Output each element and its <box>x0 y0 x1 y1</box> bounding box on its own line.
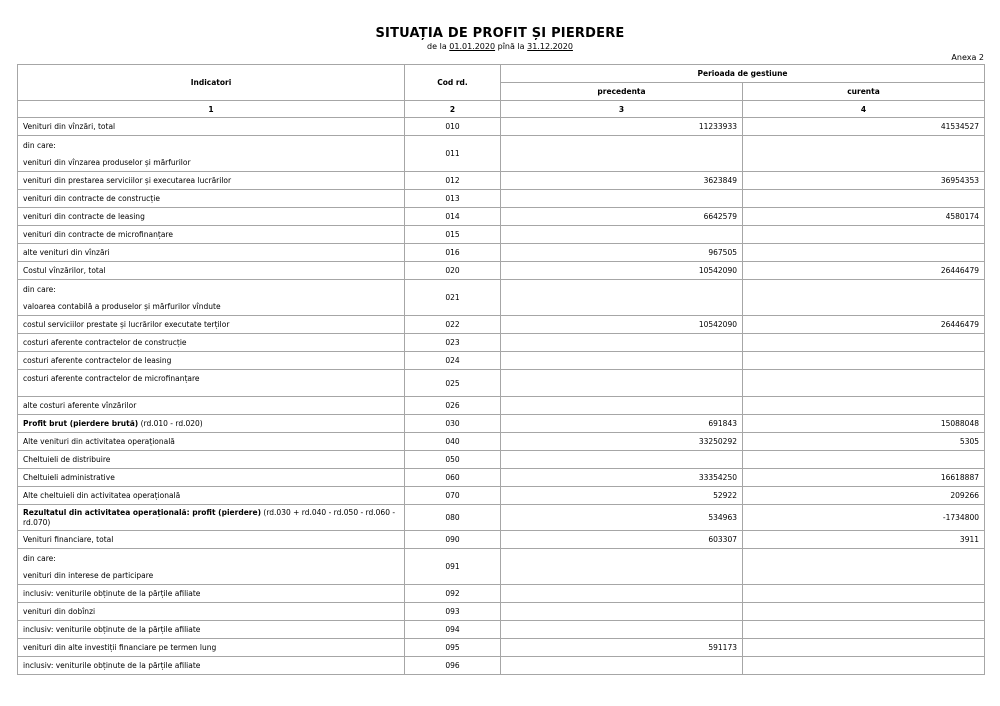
indicator-label: inclusiv: veniturile obținute de la părțile afiliate <box>18 621 405 639</box>
value-precedenta <box>501 334 743 352</box>
table-row <box>18 415 985 433</box>
table-row <box>18 208 985 226</box>
value-curenta: 15088048 <box>743 415 985 433</box>
row-code: 060 <box>405 469 501 487</box>
row-code: 070 <box>405 487 501 505</box>
indicator-label <box>18 505 405 531</box>
value-curenta: 36954353 <box>743 172 985 190</box>
table-row <box>18 505 985 531</box>
table-row <box>18 397 985 415</box>
value-precedenta <box>501 621 743 639</box>
table-row <box>18 603 985 621</box>
indicator-label: Alte venituri din activitatea operațională <box>18 433 405 451</box>
indicator-label-line1: din care: <box>23 140 56 150</box>
table-row <box>18 433 985 451</box>
row-code: 025 <box>405 370 501 397</box>
value-precedenta <box>501 226 743 244</box>
value-curenta: 209266 <box>743 487 985 505</box>
value-curenta <box>743 352 985 370</box>
value-curenta <box>743 370 985 397</box>
row-code: 094 <box>405 621 501 639</box>
value-precedenta <box>501 549 743 585</box>
value-precedenta: 33250292 <box>501 433 743 451</box>
row-code: 011 <box>405 136 501 172</box>
period-prefix: de la <box>427 42 447 51</box>
row-code: 016 <box>405 244 501 262</box>
value-precedenta <box>501 603 743 621</box>
header-indicatori: Indicatori <box>18 65 405 101</box>
header-curenta: curenta <box>743 83 985 101</box>
value-curenta <box>743 190 985 208</box>
header-cod: Cod rd. <box>405 65 501 101</box>
table-row <box>18 469 985 487</box>
value-curenta <box>743 226 985 244</box>
column-number: 1 <box>18 101 405 118</box>
row-code: 012 <box>405 172 501 190</box>
indicator-label: costul serviciilor prestate și lucrărilor executate terților <box>18 316 405 334</box>
row-code: 015 <box>405 226 501 244</box>
value-precedenta: 11233933 <box>501 118 743 136</box>
row-code: 050 <box>405 451 501 469</box>
value-precedenta: 591173 <box>501 639 743 657</box>
value-precedenta <box>501 280 743 316</box>
value-curenta <box>743 585 985 603</box>
indicator-label-bold: Rezultatul din activitatea operațională: profit (pierdere) <box>23 507 262 517</box>
value-precedenta <box>501 585 743 603</box>
indicator-label-line1: din care: <box>23 284 56 294</box>
value-precedenta: 967505 <box>501 244 743 262</box>
row-code: 095 <box>405 639 501 657</box>
row-code: 014 <box>405 208 501 226</box>
value-precedenta <box>501 136 743 172</box>
table-row <box>18 585 985 603</box>
table-row <box>18 334 985 352</box>
table-row <box>18 639 985 657</box>
value-precedenta: 534963 <box>501 505 743 531</box>
value-precedenta: 52922 <box>501 487 743 505</box>
row-code: 021 <box>405 280 501 316</box>
row-code: 093 <box>405 603 501 621</box>
period-middle: pînă la <box>497 42 525 51</box>
report-period <box>0 42 1000 51</box>
table-row <box>18 172 985 190</box>
value-curenta: 5305 <box>743 433 985 451</box>
value-precedenta: 33354250 <box>501 469 743 487</box>
table-row <box>18 370 985 397</box>
row-code: 092 <box>405 585 501 603</box>
row-code: 080 <box>405 505 501 531</box>
table-row <box>18 262 985 280</box>
indicator-label-formula: (rd.030 + rd.040 - rd.050 - rd.060 - rd.070) <box>23 507 396 527</box>
indicator-label <box>18 136 405 172</box>
value-precedenta <box>501 370 743 397</box>
indicator-label: costuri aferente contractelor de microfinanțare <box>18 370 405 397</box>
value-precedenta: 10542090 <box>501 316 743 334</box>
indicator-label: venituri din prestarea serviciilor și executarea lucrărilor <box>18 172 405 190</box>
row-code: 010 <box>405 118 501 136</box>
row-code: 090 <box>405 531 501 549</box>
indicator-label-line1: din care: <box>23 553 56 563</box>
value-curenta <box>743 334 985 352</box>
table-row <box>18 657 985 675</box>
indicator-label: venituri din dobînzi <box>18 603 405 621</box>
row-code: 091 <box>405 549 501 585</box>
indicator-label <box>18 280 405 316</box>
value-precedenta <box>501 451 743 469</box>
indicator-label <box>18 549 405 585</box>
row-code: 020 <box>405 262 501 280</box>
table-row <box>18 451 985 469</box>
column-number: 3 <box>501 101 743 118</box>
row-code: 022 <box>405 316 501 334</box>
table-row <box>18 136 985 172</box>
row-code: 026 <box>405 397 501 415</box>
value-curenta: 3911 <box>743 531 985 549</box>
row-code: 013 <box>405 190 501 208</box>
table-row <box>18 118 985 136</box>
indicator-label: alte venituri din vînzări <box>18 244 405 262</box>
value-curenta <box>743 603 985 621</box>
value-curenta <box>743 621 985 639</box>
annex-label: Anexa 2 <box>951 53 984 62</box>
indicator-label: Alte cheltuieli din activitatea operațională <box>18 487 405 505</box>
value-curenta <box>743 280 985 316</box>
header-precedenta: precedenta <box>501 83 743 101</box>
value-curenta: 41534527 <box>743 118 985 136</box>
indicator-label: Venituri din vînzări, total <box>18 118 405 136</box>
indicator-label: costuri aferente contractelor de leasing <box>18 352 405 370</box>
row-code: 096 <box>405 657 501 675</box>
indicator-label: inclusiv: veniturile obținute de la părțile afiliate <box>18 585 405 603</box>
row-code: 023 <box>405 334 501 352</box>
column-number: 4 <box>743 101 985 118</box>
table-row <box>18 244 985 262</box>
indicator-label: Cheltuieli de distribuire <box>18 451 405 469</box>
indicator-label: venituri din contracte de construcție <box>18 190 405 208</box>
profit-loss-table <box>17 64 985 675</box>
indicator-label: alte costuri aferente vînzărilor <box>18 397 405 415</box>
indicator-label-bold: Profit brut (pierdere brută) <box>23 419 139 428</box>
indicator-label-line2: venituri din vînzarea produselor și mărfurilor <box>23 157 191 167</box>
row-code: 030 <box>405 415 501 433</box>
table-row <box>18 487 985 505</box>
value-curenta: 26446479 <box>743 316 985 334</box>
indicator-label-line2: valoarea contabilă a produselor și mărfurilor vîndute <box>23 301 221 311</box>
value-precedenta: 3623849 <box>501 172 743 190</box>
column-number: 2 <box>405 101 501 118</box>
value-curenta: 4580174 <box>743 208 985 226</box>
row-code: 024 <box>405 352 501 370</box>
table-row <box>18 280 985 316</box>
value-precedenta <box>501 352 743 370</box>
indicator-label-line2: venituri din interese de participare <box>23 570 154 580</box>
table-row <box>18 352 985 370</box>
table-row <box>18 190 985 208</box>
value-curenta <box>743 397 985 415</box>
indicator-label: Costul vînzărilor, total <box>18 262 405 280</box>
value-curenta <box>743 639 985 657</box>
table-row <box>18 531 985 549</box>
report-title: SITUAȚIA DE PROFIT ȘI PIERDERE <box>375 26 625 41</box>
value-curenta: 26446479 <box>743 262 985 280</box>
row-code: 040 <box>405 433 501 451</box>
indicator-label: venituri din alte investiții financiare pe termen lung <box>18 639 405 657</box>
table-row <box>18 316 985 334</box>
table-row <box>18 621 985 639</box>
value-curenta: 16618887 <box>743 469 985 487</box>
value-curenta <box>743 451 985 469</box>
header-perioada: Perioada de gestiune <box>501 65 985 83</box>
value-precedenta <box>501 190 743 208</box>
value-precedenta <box>501 657 743 675</box>
value-curenta <box>743 549 985 585</box>
indicator-label: inclusiv: veniturile obținute de la părțile afiliate <box>18 657 405 675</box>
value-curenta <box>743 657 985 675</box>
value-curenta <box>743 136 985 172</box>
table-row <box>18 549 985 585</box>
table-row <box>18 226 985 244</box>
date-to: 31.12.2020 <box>527 42 573 51</box>
value-precedenta: 6642579 <box>501 208 743 226</box>
indicator-label: venituri din contracte de leasing <box>18 208 405 226</box>
value-precedenta: 691843 <box>501 415 743 433</box>
indicator-label: Venituri financiare, total <box>18 531 405 549</box>
date-from: 01.01.2020 <box>449 42 496 51</box>
value-precedenta <box>501 397 743 415</box>
indicator-label-formula: (rd.010 - rd.020) <box>138 419 203 428</box>
value-precedenta: 603307 <box>501 531 743 549</box>
indicator-label: costuri aferente contractelor de construcție <box>18 334 405 352</box>
indicator-label <box>18 415 405 433</box>
indicator-label: venituri din contracte de microfinanțare <box>18 226 405 244</box>
value-curenta <box>743 244 985 262</box>
value-curenta: -1734800 <box>743 505 985 531</box>
indicator-label: Cheltuieli administrative <box>18 469 405 487</box>
value-precedenta: 10542090 <box>501 262 743 280</box>
